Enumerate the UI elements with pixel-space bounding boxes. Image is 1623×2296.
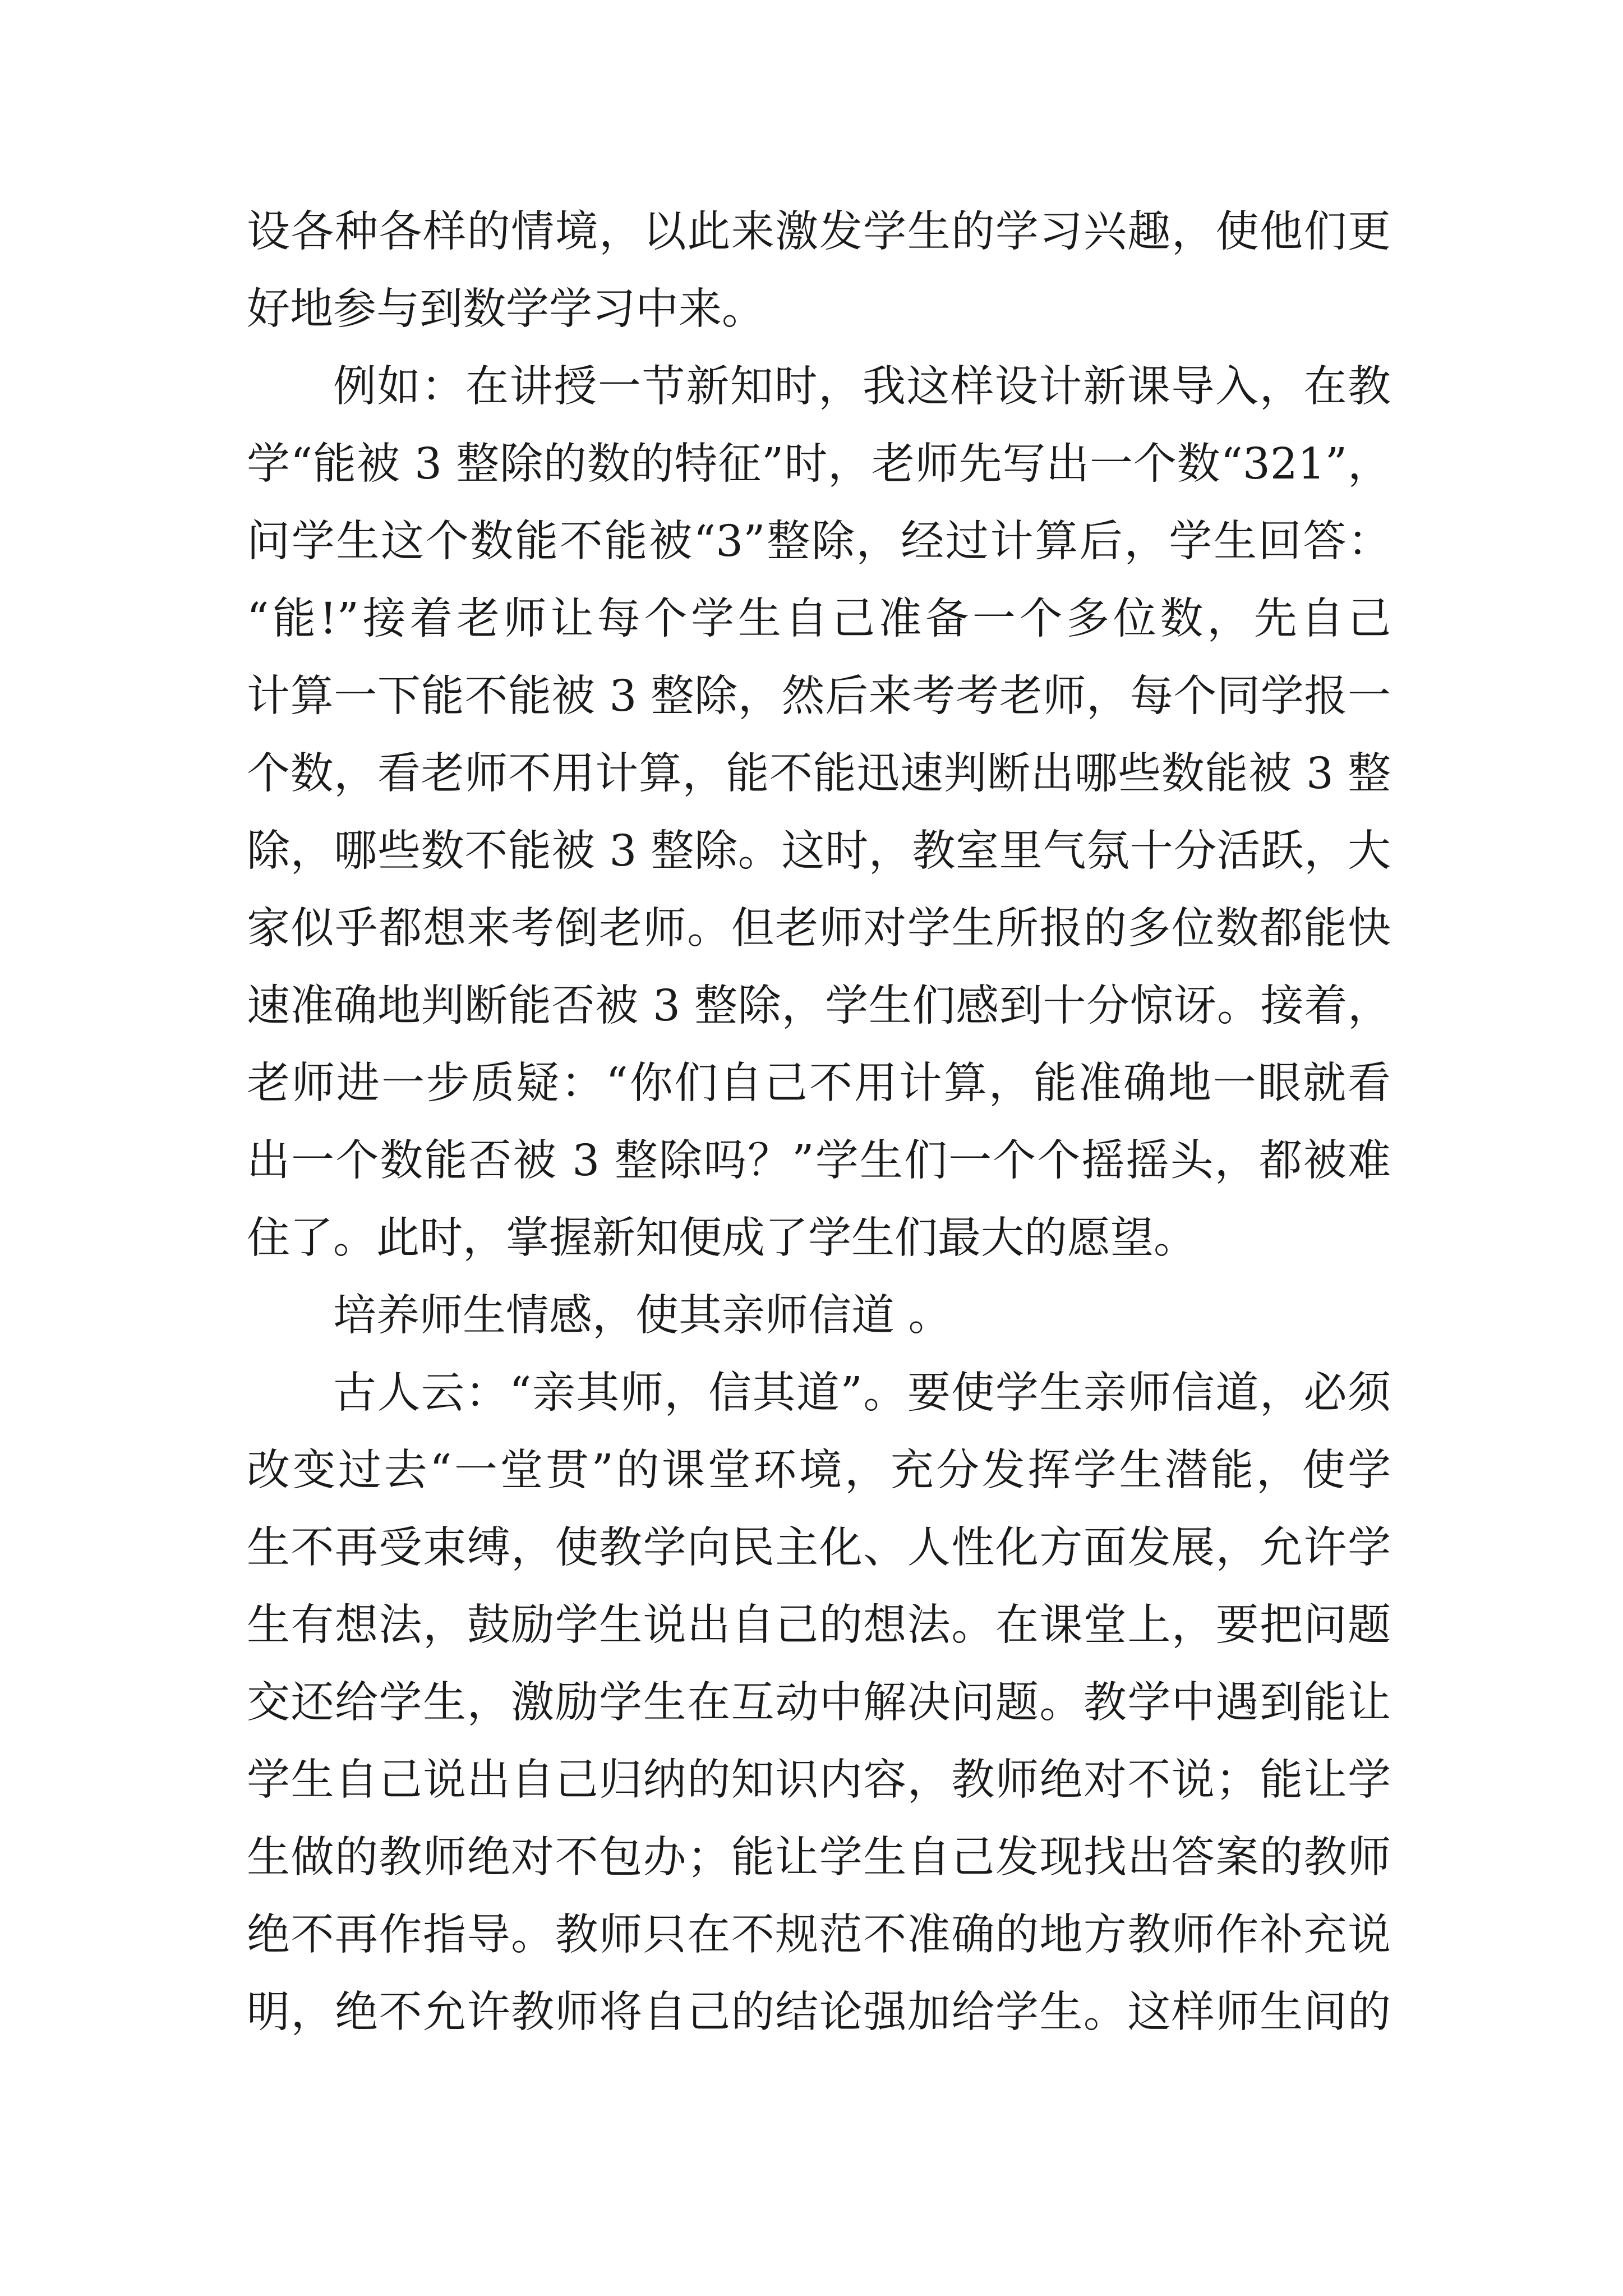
text-line: 住了。此时，掌握新知便成了学生们最大的愿望。: [247, 1213, 1197, 1263]
text-line: 绝不再作指导。教师只在不规范不准确的地方教师作补充说: [247, 1910, 1391, 1960]
text-line: 学“能被 3 整除的数的特征”时，老师先写出一个数“321”，: [247, 439, 1391, 489]
text-line: 生有想法，鼓励学生说出自己的想法。在课堂上，要把问题: [247, 1600, 1391, 1650]
text-line: 学生自己说出自己归纳的知识内容，教师绝对不说；能让学: [247, 1755, 1391, 1805]
text-line: 家似乎都想来考倒老师。但老师对学生所报的多位数都能快: [247, 904, 1391, 954]
text-line: 生不再受束缚，使教学向民主化、人性化方面发展，允许学: [247, 1523, 1391, 1573]
text-line: 交还给学生，激励学生在互动中解决问题。教学中遇到能让: [247, 1678, 1391, 1728]
text-line: 除，哪些数不能被 3 整除。这时，教室里气氛十分活跃，大: [247, 826, 1391, 876]
text-line: 古人云：“亲其师，信其道”。要使学生亲师信道，必须: [333, 1368, 1391, 1418]
text-line: 生做的教师绝对不包办；能让学生自己发现找出答案的教师: [247, 1833, 1391, 1883]
body-text: [247, 194, 1391, 2051]
text-line: 改变过去“一堂贯”的课堂环境，充分发挥学生潜能，使学: [247, 1446, 1391, 1496]
text-line: 问学生这个数能不能被“3”整除，经过计算后，学生回答：: [247, 517, 1391, 567]
text-line: 设各种各样的情境，以此来激发学生的学习兴趣，使他们更: [247, 207, 1391, 257]
text-line: 培养师生情感，使其亲师信道 。: [333, 1291, 952, 1341]
text-line: 明，绝不允许教师将自己的结论强加给学生。这样师生间的: [247, 1987, 1391, 2037]
text-line: 计算一下能不能被 3 整除，然后来考考老师，每个同学报一: [247, 671, 1391, 721]
text-line: 个数，看老师不用计算，能不能迅速判断出哪些数能被 3 整: [247, 749, 1391, 799]
text-line: 好地参与到数学学习中来。: [247, 284, 765, 334]
text-line: 出一个数能否被 3 整除吗？”学生们一个个摇摇头，都被难: [247, 1136, 1391, 1186]
text-line: 老师进一步质疑：“你们自己不用计算，能准确地一眼就看: [247, 1059, 1391, 1108]
text-line: 例如：在讲授一节新知时，我这样设计新课导入，在教: [333, 362, 1391, 412]
text-line: “能!”接着老师让每个学生自己准备一个多位数，先自己: [247, 594, 1391, 644]
text-line: 速准确地判断能否被 3 整除，学生们感到十分惊讶。接着，: [247, 981, 1391, 1031]
